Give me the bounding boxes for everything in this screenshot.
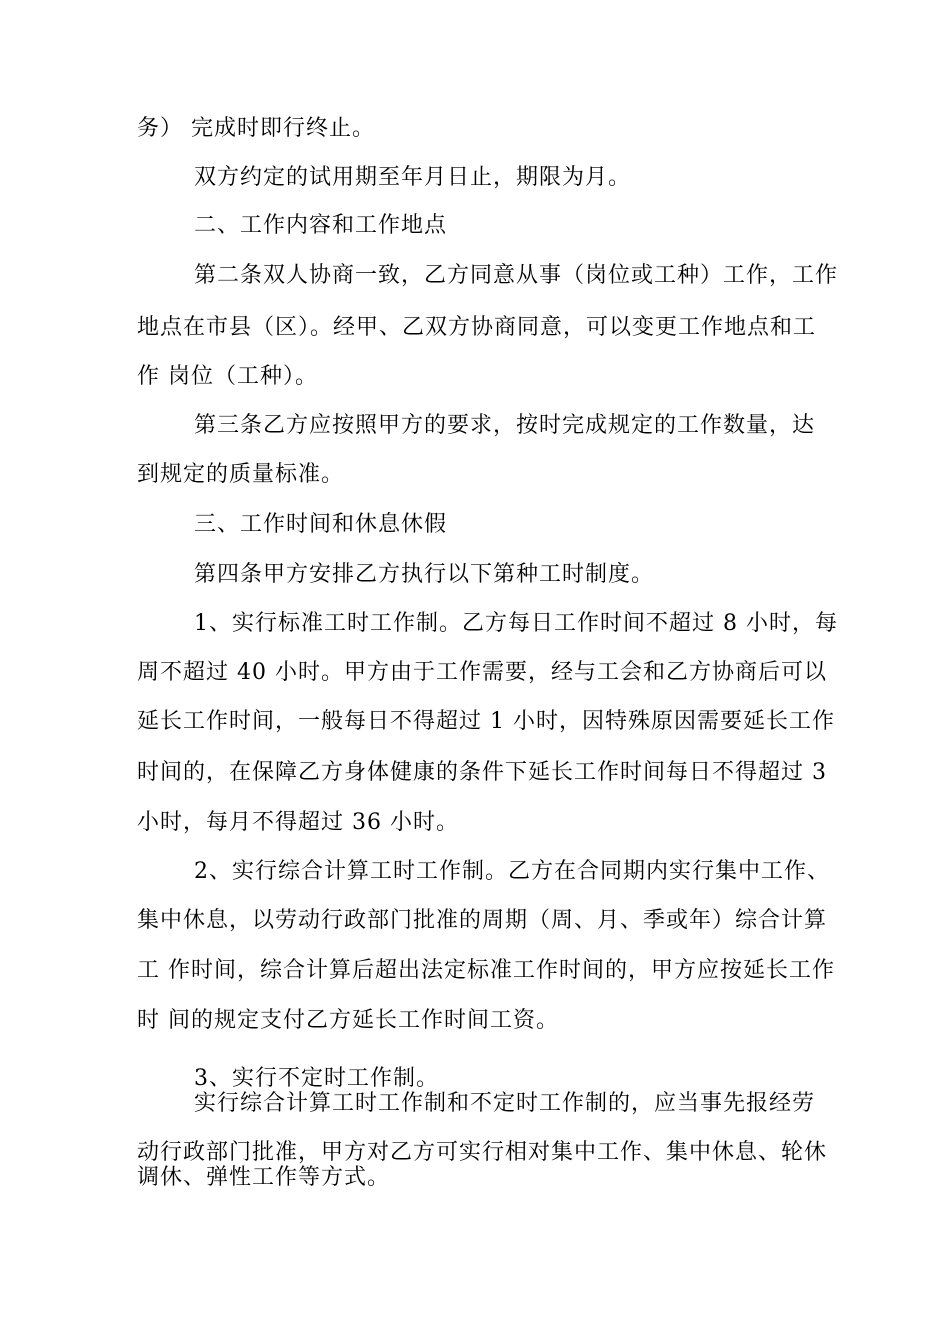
text-line: 小时，每月不得超过 36 小时。 xyxy=(137,810,459,835)
text-line: 务） 完成时即行终止。 xyxy=(137,116,375,141)
text-line: 动行政部门批准，甲方对乙方可实行相对集中工作、集中休息、轮休 xyxy=(137,1140,828,1165)
text-line: 时间的，在保障乙方身体健康的条件下延长工作时间每日不得超过 3 xyxy=(137,760,827,785)
text-line: 第四条甲方安排乙方执行以下第种工时制度。 xyxy=(194,562,655,587)
section-heading: 三、工作时间和休息休假 xyxy=(194,512,448,537)
section-heading: 二、工作内容和工作地点 xyxy=(194,213,448,238)
text-line: 周不超过 40 小时。甲方由于工作需要，经与工会和乙方协商后可以 xyxy=(137,660,827,685)
text-line: 双方约定的试用期至年月日止，期限为月。 xyxy=(194,165,632,190)
text-line: 调休、弹性工作等方式。 xyxy=(137,1165,391,1190)
text-line: 作 岗位（工种）。 xyxy=(137,364,318,389)
text-line: 1、实行标准工时工作制。乙方每日工作时间不超过 8 小时，每 xyxy=(194,611,838,636)
text-line: 时 间的规定支付乙方延长工作时间工资。 xyxy=(137,1008,559,1033)
text-line: 集中休息，以劳动行政部门批准的周期（周、月、季或年）综合计算 xyxy=(137,908,828,933)
text-line: 延长工作时间，一般每日不得超过 1 小时，因特殊原因需要延长工作 xyxy=(137,709,835,734)
text-line: 到规定的质量标准。 xyxy=(137,462,345,487)
text-line: 第三条乙方应按照甲方的要求，按时完成规定的工作数量，达 xyxy=(194,413,816,438)
text-line: 3、实行不定时工作制。 xyxy=(194,1066,439,1091)
text-line: 工 作时间，综合计算后超出法定标准工作时间的，甲方应按延长工作 xyxy=(137,958,835,983)
text-line: 第二条双人协商一致，乙方同意从事（岗位或工种）工作，工作 xyxy=(194,263,839,288)
text-line: 地点在市县（区）。经甲、乙双方协商同意，可以变更工作地点和工 xyxy=(137,315,817,340)
text-line: 实行综合计算工时工作制和不定时工作制的，应当事先报经劳 xyxy=(194,1091,816,1116)
text-line: 2、实行综合计算工时工作制。乙方在合同期内实行集中工作、 xyxy=(194,859,830,884)
